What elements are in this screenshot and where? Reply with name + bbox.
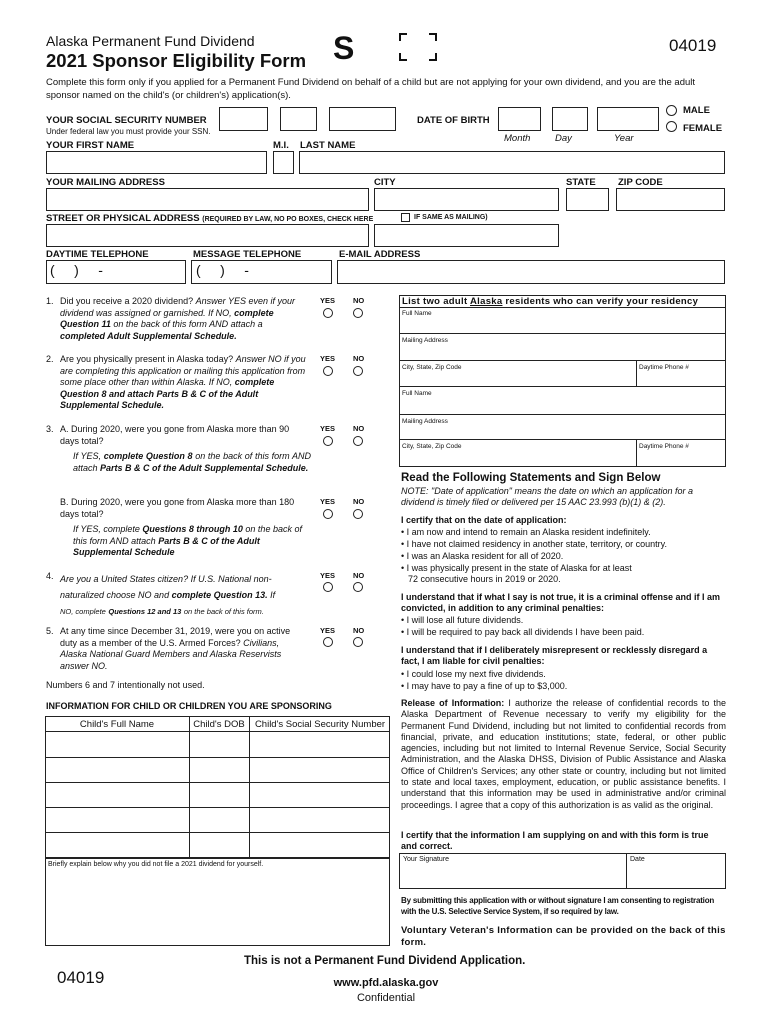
resident1-name-input[interactable] — [400, 318, 724, 332]
child-row-3[interactable] — [46, 783, 189, 807]
residents-title-alaska: Alaska — [470, 296, 503, 307]
numbers-note: Numbers 6 and 7 intentionally not used. — [46, 680, 205, 690]
residents-line — [399, 386, 726, 387]
last-name-input[interactable] — [299, 151, 725, 174]
barcode-corner-marks — [399, 33, 437, 61]
zip-input[interactable] — [616, 188, 725, 211]
q5-yes-radio[interactable] — [323, 637, 333, 647]
q4-no-label: NO — [353, 571, 365, 580]
q3b-text: B. During 2020, were you gone from Alaska more than 180 days total? — [60, 497, 295, 519]
criminal-bullet-2: • I will be required to pay back all dividends I have been paid. — [401, 627, 645, 637]
form-title: 2021 Sponsor Eligibility Form — [46, 50, 307, 71]
q3a-yes-label: YES — [320, 424, 336, 433]
city-input[interactable] — [374, 188, 559, 211]
residents-title-b: residents who can verify your residency — [505, 296, 699, 307]
selective-service-notice: By submitting this application with or without signature I am consenting to registration with the U.S. Selective Service System, if so required by law. — [401, 896, 715, 916]
q1-no-radio[interactable] — [353, 308, 363, 318]
q1-main: Did you receive a 2020 dividend? — [60, 296, 194, 306]
certify-bullet-1: • I am now and intend to remain an Alaska resident indefinitely. — [401, 527, 651, 537]
residents-line — [399, 360, 726, 361]
street-input-1[interactable] — [46, 224, 369, 247]
last-name-label: LAST NAME — [300, 140, 356, 151]
release-text: I authorize the release of confidential records to the Alaska Department of Revenue necessary to verify my eligibility for the Permanent Fund Dividend, including but not limited to confidential records from financial, private, and education institutions; state, federal, or other public agencies, including but not limited to Internal Revenue Service, Social Security Administration, and the Alaska DHSS, Division of Public Assistance and Alaska Office of Children's Services; any other state or country, including but not limited to state and local taxes, employment, education, or public assistance benefits. I understand that this information may be used in administrative and/or criminal proceedings. I agree that a copy of this authorization is as valid as the original. — [401, 698, 726, 810]
ssn-input-1[interactable] — [219, 107, 268, 131]
children-col-ssn-header: Child's Social Security Number — [254, 719, 386, 730]
q4-bold2: Questions 12 and 13 — [108, 607, 182, 616]
q3a-instructions — [73, 451, 311, 474]
date-label: Date — [630, 856, 645, 863]
q3b-yes-label: YES — [320, 497, 336, 506]
q1-text — [60, 296, 310, 342]
website-url[interactable]: www.pfd.alaska.gov — [333, 977, 439, 989]
civil-heading: I understand that if I deliberately misrepresent or recklessly disregard a fact, I am liable for civil penalties: — [401, 645, 708, 667]
statements-note: NOTE: "Date of application" means the date on which an application for a dividend is timely filed or delivered per 15 AAC 23.993 (b)(1) & (2). — [401, 486, 694, 508]
male-label: MALE — [683, 105, 710, 116]
female-radio[interactable] — [666, 121, 677, 132]
q5-number: 5. — [46, 626, 54, 636]
ssn-note: Under federal law you must provide your SSN. — [46, 127, 211, 136]
mi-input[interactable] — [273, 151, 294, 174]
q4-yes-radio[interactable] — [323, 582, 333, 592]
q3b-mid: on the back of this form AND attach — [73, 524, 302, 546]
resident1-mailing: Mailing Address — [402, 337, 448, 344]
children-title: INFORMATION FOR CHILD OR CHILDREN YOU ARE SPONSORING — [46, 701, 332, 711]
male-radio[interactable] — [666, 105, 677, 116]
q4-text — [60, 571, 310, 620]
q3b-no-radio[interactable] — [353, 509, 363, 519]
q1-number: 1. — [46, 296, 54, 306]
daytime-phone-label: DAYTIME TELEPHONE — [46, 249, 149, 260]
q3a-no-radio[interactable] — [353, 436, 363, 446]
ssn-input-3[interactable] — [329, 107, 396, 131]
q5-text — [60, 626, 305, 672]
street-input-2[interactable] — [374, 224, 559, 247]
street-label-text: STREET OR PHYSICAL ADDRESS — [46, 213, 200, 224]
q3b-no-label: NO — [353, 497, 365, 506]
dob-year-input[interactable] — [597, 107, 659, 131]
resident1-full-name: Full Name — [402, 310, 432, 317]
q5-italic: Civilians, Alaska National Guard Members and Alaska Reservists answer NO. — [60, 637, 282, 671]
children-col-divider-1 — [189, 716, 190, 858]
certify-bullet-4b: 72 consecutive hours in 2019 or 2020. — [408, 574, 561, 584]
certify-bullet-4: • I was physically present in the state of Alaska for at least — [401, 563, 632, 573]
q3b-instructions — [73, 524, 313, 559]
q1-bold2: completed Adult Supplemental Schedule. — [60, 330, 237, 341]
residents-title-a: List two adult — [402, 296, 468, 307]
q1-mid: on the back of this form AND attach a — [113, 319, 263, 329]
q2-yes-label: YES — [320, 354, 336, 363]
children-col-name-header: Child's Full Name — [79, 719, 155, 730]
mailing-address-label: YOUR MAILING ADDRESS — [46, 177, 165, 188]
state-label: STATE — [566, 177, 596, 188]
certify-true: I certify that the information I am supplying on and with this form is true and correct. — [401, 830, 709, 852]
ssn-input-2[interactable] — [280, 107, 317, 131]
q3a-mid: on the back of this form AND attach — [73, 451, 311, 473]
q3a-yes-radio[interactable] — [323, 436, 333, 446]
dob-day-input[interactable] — [552, 107, 588, 131]
q1-yes-radio[interactable] — [323, 308, 333, 318]
children-col-divider-2 — [249, 716, 250, 858]
criminal-heading: I understand that if what I say is not true, it is a criminal offense and if I am convicted, in addition to any criminal penalties: — [401, 592, 721, 614]
q3-number: 3. — [46, 424, 54, 434]
release-of-information — [401, 698, 726, 811]
q3b-yes-radio[interactable] — [323, 509, 333, 519]
ssn-label: YOUR SOCIAL SECURITY NUMBER — [46, 115, 207, 126]
same-as-mailing-checkbox[interactable] — [401, 213, 410, 222]
q2-number: 2. — [46, 354, 54, 364]
q3a-italic: If YES, — [73, 451, 102, 461]
resident2-phone: Daytime Phone # — [639, 443, 689, 450]
first-name-input[interactable] — [46, 151, 267, 174]
email-input[interactable] — [337, 260, 725, 284]
q3b-bold2: Parts B & C of the Adult Supplemental Schedule — [73, 535, 260, 557]
children-col-dob-header: Child's DOB — [193, 719, 245, 730]
q1-italic: Answer YES even if your dividend was assigned or garnished. If NO, — [60, 296, 295, 318]
message-phone-template: ( ) - — [196, 262, 249, 278]
residents-line — [399, 414, 726, 415]
resident2-full-name: Full Name — [402, 390, 432, 397]
resident1-phone: Daytime Phone # — [639, 364, 689, 371]
q3a-text: A. During 2020, were you gone from Alaska more than 90 days total? — [60, 424, 290, 446]
dob-month-input[interactable] — [498, 107, 541, 131]
children-row-line — [45, 832, 390, 833]
civil-bullet-1: • I could lose my next five dividends. — [401, 669, 546, 679]
resident2-mailing: Mailing Address — [402, 418, 448, 425]
program-name: Alaska Permanent Fund Dividend — [46, 33, 255, 49]
q1-yes-label: YES — [320, 296, 336, 305]
q2-bold: complete Question 8 and attach Parts B & C of the Adult Supplemental Schedule. — [60, 377, 275, 410]
child-row-1[interactable] — [46, 732, 189, 757]
q3a-bold: complete Question 8 — [103, 451, 193, 461]
residents-title-line — [399, 307, 726, 308]
certify-heading: I certify that on the date of application: — [401, 515, 567, 525]
email-label: E-MAIL ADDRESS — [339, 249, 421, 260]
q4-yes-label: YES — [320, 571, 336, 580]
explain-box[interactable] — [45, 858, 390, 946]
form-number-top: 04019 — [669, 36, 717, 55]
q4-no-radio[interactable] — [353, 582, 363, 592]
certify-bullet-3: • I was an Alaska resident for all of 2020. — [401, 551, 564, 561]
civil-bullet-2: • I may have to pay a fine of up to $3,000. — [401, 681, 568, 691]
q3b-italic: If YES, complete — [73, 524, 140, 534]
q1-no-label: NO — [353, 296, 365, 305]
q2-no-radio[interactable] — [353, 366, 363, 376]
q5-yes-label: YES — [320, 626, 336, 635]
q3b-bold: Questions 8 through 10 — [142, 524, 243, 534]
q3a-bold2: Parts B & C of the Adult Supplemental Schedule. — [100, 462, 309, 473]
form-letter: S — [333, 30, 355, 66]
residents-title — [402, 296, 698, 307]
dob-month-caption: Month — [504, 133, 531, 144]
q5-no-radio[interactable] — [353, 637, 363, 647]
q1-bold: complete Question 11 — [60, 307, 274, 329]
city-label: CITY — [374, 177, 396, 188]
q5-no-label: NO — [353, 626, 365, 635]
child-row-2[interactable] — [46, 758, 189, 782]
q4-line3: NO, complete — [60, 607, 106, 616]
form-number-bottom: 04019 — [57, 968, 105, 987]
child-row-4[interactable] — [46, 808, 189, 832]
zip-label: ZIP CODE — [618, 177, 663, 188]
q2-main: Are you physically present in Alaska today? — [60, 354, 234, 364]
intro-text: Complete this form only if you applied for a Permanent Fund Dividend on behalf of a child but are not applying for your own dividend, and you are the adult sponsor named on the child's (or children's) application(s). — [46, 77, 696, 101]
not-application-notice: This is not a Permanent Fund Dividend Application. — [244, 955, 526, 967]
confidential-label: Confidential — [356, 992, 416, 1004]
explain-label: Briefly explain below why you did not file a 2021 dividend for yourself. — [48, 861, 264, 868]
q4-number: 4. — [46, 571, 54, 581]
daytime-phone-template: ( ) - — [50, 262, 103, 278]
release-heading: Release of Information: — [401, 698, 505, 708]
q4-main: Are you a United States citizen? If U.S. National non-naturalized choose NO and — [60, 574, 272, 600]
mailing-address-input[interactable] — [46, 188, 369, 211]
signature-label: Your Signature — [403, 856, 450, 863]
street-note: (REQUIRED BY LAW, NO PO BOXES, CHECK HERE — [202, 216, 374, 223]
female-label: FEMALE — [683, 123, 723, 134]
message-phone-label: MESSAGE TELEPHONE — [193, 249, 302, 260]
q2-yes-radio[interactable] — [323, 366, 333, 376]
same-as-mailing-label: IF SAME AS MAILING) — [414, 214, 488, 221]
residents-line — [399, 333, 726, 334]
q3a-no-label: NO — [353, 424, 365, 433]
first-name-label: YOUR FIRST NAME — [46, 140, 135, 151]
q2-no-label: NO — [353, 354, 365, 363]
certify-bullet-2: • I have not claimed residency in another state, territory, or country. — [401, 539, 667, 549]
mi-label: M.I. — [273, 140, 289, 151]
veteran-notice: Voluntary Veteran's Information can be provided on the back of this form. — [401, 925, 726, 948]
q5-main: At any time since December 31, 2019, were you on active duty as a member of the U.S. Armed Forces? — [60, 626, 291, 648]
state-input[interactable] — [566, 188, 609, 211]
q2-text — [60, 354, 310, 412]
q4-tail: If — [270, 590, 276, 600]
dob-day-caption: Day — [555, 133, 572, 144]
dob-year-caption: Year — [614, 133, 634, 144]
criminal-bullet-1: • I will lose all future dividends. — [401, 615, 524, 625]
residents-line — [399, 439, 726, 440]
residents-divider — [636, 439, 637, 467]
residents-divider — [636, 360, 637, 386]
resident2-city-state-zip: City, State, Zip Code — [402, 443, 462, 450]
street-label — [46, 213, 373, 224]
dob-label: DATE OF BIRTH — [417, 115, 490, 126]
q4-line3b: on the back of this form. — [183, 607, 264, 616]
resident1-city-state-zip: City, State, Zip Code — [402, 364, 462, 371]
q2-italic: Answer NO if you are completing this application or mailing this application from some place other than within Alaska. If NO, — [60, 354, 306, 387]
q4-bold: complete Question 13. — [171, 590, 268, 600]
statements-heading: Read the Following Statements and Sign Below — [401, 472, 661, 484]
